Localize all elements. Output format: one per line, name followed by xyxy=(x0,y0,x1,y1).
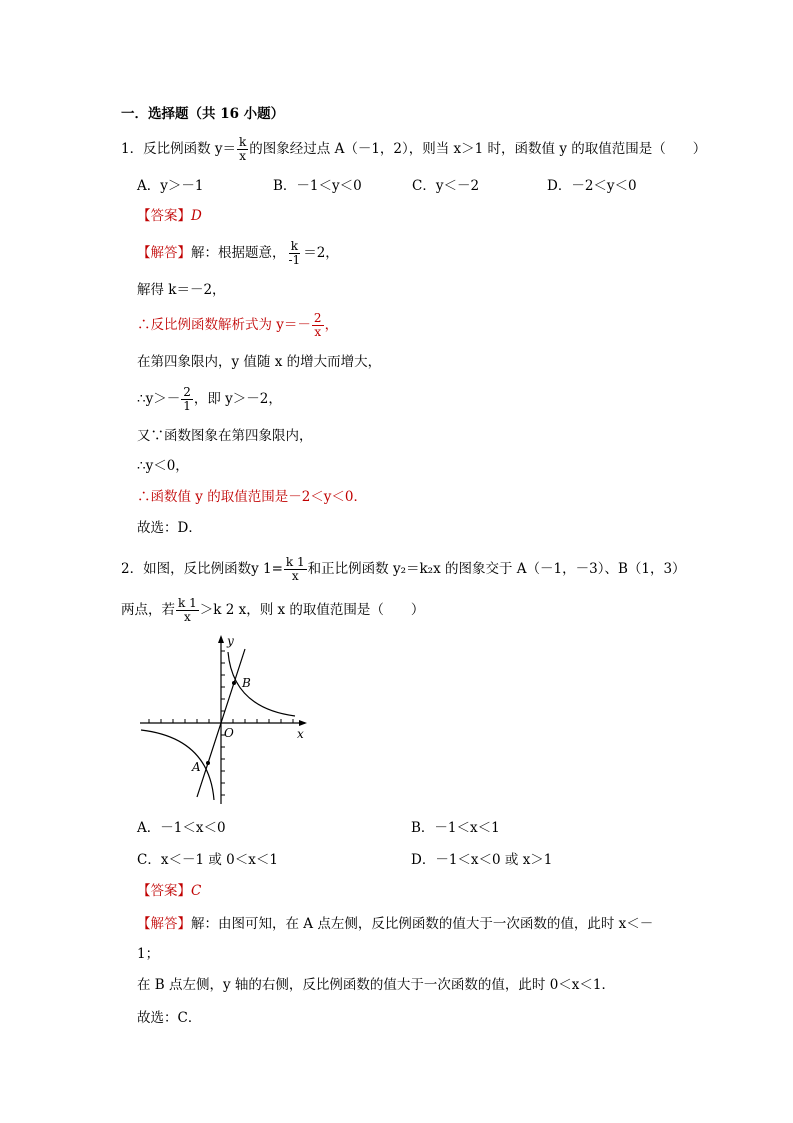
q1-solution-line-8: ∴函数值 y 的取值范围是－2＜y＜0． xyxy=(137,489,368,505)
q1-stem-part-b: 的图象经过点 A（－1，2），则当 x＞1 时，函数值 y 的取值范围是（ ） xyxy=(249,141,707,157)
q2-option-b: B．－1＜x＜1 xyxy=(411,820,500,836)
q2-answer-value: C xyxy=(191,883,202,899)
q1-solution-line-6: 又∵函数图象在第四象限内， xyxy=(137,428,313,444)
q2-solution-line-3: 在 B 点左侧，y 轴的右侧，反比例函数的值大于一次函数的值，此时 0＜x＜1． xyxy=(137,977,616,993)
q1-sol-5b: ，即 y＞－2， xyxy=(193,391,282,407)
point-a-label: A xyxy=(192,760,201,774)
q2-f2-num: k 1 xyxy=(178,596,197,610)
q2-solution-line-1 xyxy=(137,914,653,934)
q2-option-c: C．x＜－1 或 0＜x＜1 xyxy=(137,852,278,868)
q1-sol-1a: 解：根据题意， xyxy=(191,245,286,261)
q1-option-c: C．y＜－2 xyxy=(412,178,480,194)
q2-option-d: D．－1＜x＜0 或 x＞1 xyxy=(411,852,553,868)
q1-option-b: B．－1＜y＜0 xyxy=(273,178,362,194)
q1-stem-part-a: 1．反比例函数 y＝ xyxy=(121,141,237,157)
q1-sol-3-fraction xyxy=(312,312,324,339)
q1-frac-den: x xyxy=(239,149,247,163)
q2-sol-1-text: 解：由图可知，在 A 点左侧，反比例函数的值大于一次函数的值，此时 x＜－ xyxy=(191,916,654,932)
hyperbola-branch-q3 xyxy=(141,730,214,800)
q1-option-d: D．－2＜y＜0 xyxy=(547,178,637,194)
q2-solution-label: 【解答】 xyxy=(137,916,191,932)
q2-equals: = xyxy=(271,561,283,577)
q1-sol-3b: ， xyxy=(324,317,339,333)
q1-answer xyxy=(137,206,202,226)
y-axis-arrow xyxy=(218,635,224,643)
q1-answer-label: 【答案】 xyxy=(137,208,191,224)
origin-label: O xyxy=(224,726,234,740)
q2-stem xyxy=(121,556,686,583)
q1-sol-1b: ＝2， xyxy=(303,245,339,261)
q2-stem2-a: 两点，若 xyxy=(121,602,175,618)
q1-option-a: A．y＞－1 xyxy=(137,178,204,194)
q1-sol-5a: ∴y＞－ xyxy=(137,391,181,407)
q1-stem-fraction xyxy=(237,136,248,163)
q2-f2-den: x xyxy=(183,610,191,624)
q1-sol-1-num: k xyxy=(290,239,298,253)
q2-f1-num: k 1 xyxy=(285,555,305,569)
q2-stem-part-b: 和正比例函数 y₂＝k₂x 的图象交于 A（－1，－3）、B（1，3） xyxy=(307,561,686,577)
q2-y1: y 1 xyxy=(251,561,272,577)
point-b-label: B xyxy=(242,676,251,690)
q1-stem xyxy=(121,136,706,163)
q1-solution-line-9: 故选：D． xyxy=(137,520,202,536)
q1-sol-3-num: 2 xyxy=(313,311,322,325)
q1-solution-line-4: 在第四象限内，y 值随 x 的增大而增大， xyxy=(137,354,382,370)
q2-solution-line-2: 1； xyxy=(137,946,160,962)
q1-solution-line-3 xyxy=(137,312,338,339)
q2-function-graph xyxy=(135,630,315,810)
q1-sol-5-num: 2 xyxy=(183,385,191,399)
point-a xyxy=(206,761,210,765)
q1-sol-5-fraction xyxy=(181,386,193,413)
q2-option-a: A．－1＜x＜0 xyxy=(137,820,226,836)
q1-solution-line-2: 解得 k＝－2， xyxy=(137,282,226,298)
q2-stem-part-a: 2．如图，反比例函数 xyxy=(121,561,252,577)
q1-answer-value: D xyxy=(191,208,202,224)
q2-stem-fraction xyxy=(284,556,307,583)
q2-stem2-b: ＞ xyxy=(199,602,214,618)
point-b xyxy=(232,681,236,685)
q2-stem2-c: k 2 x xyxy=(213,602,247,618)
q2-stem-line-2 xyxy=(121,597,424,624)
hyperbola-branch-q1 xyxy=(228,652,295,716)
q1-sol-1-fraction xyxy=(287,240,303,267)
y-axis-label: y xyxy=(227,634,234,648)
x-axis-arrow xyxy=(299,720,307,726)
q1-solution-line-7: ∴y＜0， xyxy=(137,458,189,474)
q1-frac-num: k xyxy=(239,135,247,149)
q1-sol-5-den: 1 xyxy=(183,399,191,413)
q2-stem2-d: ，则 x 的取值范围是（ ） xyxy=(246,602,425,618)
q1-sol-1-den: -1 xyxy=(288,253,301,267)
q2-solution-line-4: 故选：C． xyxy=(137,1010,202,1026)
section-title: 一．选择题（共 16 小题） xyxy=(121,106,285,122)
q1-solution-line-5 xyxy=(137,386,282,413)
q2-stem2-fraction xyxy=(176,597,199,624)
q1-solution-line-1 xyxy=(137,240,339,267)
q2-answer xyxy=(137,881,201,901)
q2-answer-label: 【答案】 xyxy=(137,883,191,899)
x-axis-label: x xyxy=(297,727,304,741)
q1-solution-label: 【解答】 xyxy=(137,245,191,261)
q2-f1-den: x xyxy=(291,569,299,583)
q1-sol-3a: ∴反比例函数解析式为 y＝－ xyxy=(137,317,311,333)
q1-sol-3-den: x xyxy=(314,325,322,339)
